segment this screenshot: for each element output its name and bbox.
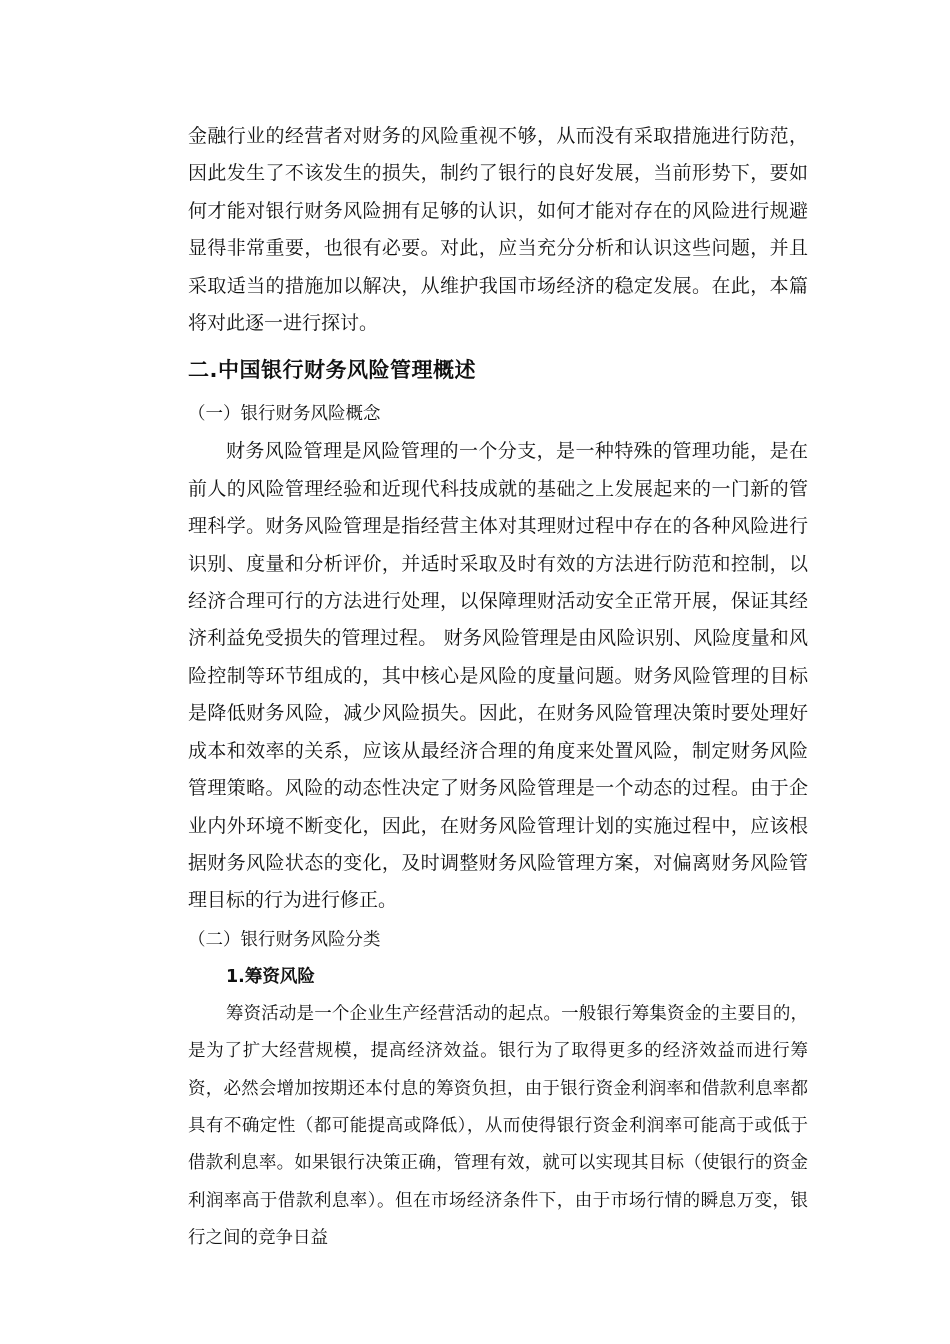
section-heading: 二.中国银行财务风险管理概述 <box>188 358 476 383</box>
item-1-heading: 1.筹资风险 <box>226 966 315 987</box>
document-body <box>188 118 808 1258</box>
subsection-1-heading: （一）银行财务风险概念 <box>188 404 381 425</box>
subsection-1-paragraph: 财务风险管理是风险管理的一个分支，是一种特殊的管理功能，是在前人的风险管理经验和近现代科技成就的基础之上发展起来的一门新的管理科学。财务风险管理是指经营主体对其理财过程中存在的各种风险进行识别、度量和分析评价，并适时采取及时有效的方法进行防范和控制，以经济合理可行的方法进行处理，以保障理财活动安全正常开展，保证其经济利益免受损失的管理过程。 财务风险管理是由风险识别、风险度量和风险控制等环节组成的，其中核心是风险的度量问题。财务风险管理的目标是降低财务风险，减少风险损失。因此，在财务风险管理决策时要处理好成本和效率的关系，应该从最经济合理的角度来处置风险，制定财务风险管理策略。风险的动态性决定了财务风险管理是一个动态的过程。由于企业内外环境不断变化，因此，在财务风险管理计划的实施过程中，应该根据财务风险状态的变化，及时调整财务风险管理方案，对偏离财务风险管理目标的行为进行修正。 <box>188 440 808 912</box>
item-1-paragraph: 筹资活动是一个企业生产经营活动的起点。一般银行筹集资金的主要目的，是为了扩大经营规模，提高经济效益。银行为了取得更多的经济效益而进行筹资，必然会增加按期还本付息的筹资负担，由于银行资金利润率和借款利息率都具有不确定性（都可能提高或降低），从而使得银行资金利润率可能高于或低于借款利息率。如果银行决策正确，管理有效，就可以实现其目标（使银行的资金利润率高于借款利息率）。但在市场经济条件下，由于市场行情的瞬息万变，银行之间的竞争日益 <box>188 1003 808 1249</box>
subsection-2-heading: （二）银行财务风险分类 <box>188 929 381 950</box>
intro-paragraph: 金融行业的经营者对财务的风险重视不够，从而没有采取措施进行防范，因此发生了不该发生的损失，制约了银行的良好发展，当前形势下，要如何才能对银行财务风险拥有足够的认识，如何才能对存在的风险进行规避显得非常重要，也很有必要。对此，应当充分分析和认识这些问题，并且采取适当的措施加以解决，从维护我国市场经济的稳定发展。在此，本篇将对此逐一进行探讨。 <box>188 125 808 335</box>
